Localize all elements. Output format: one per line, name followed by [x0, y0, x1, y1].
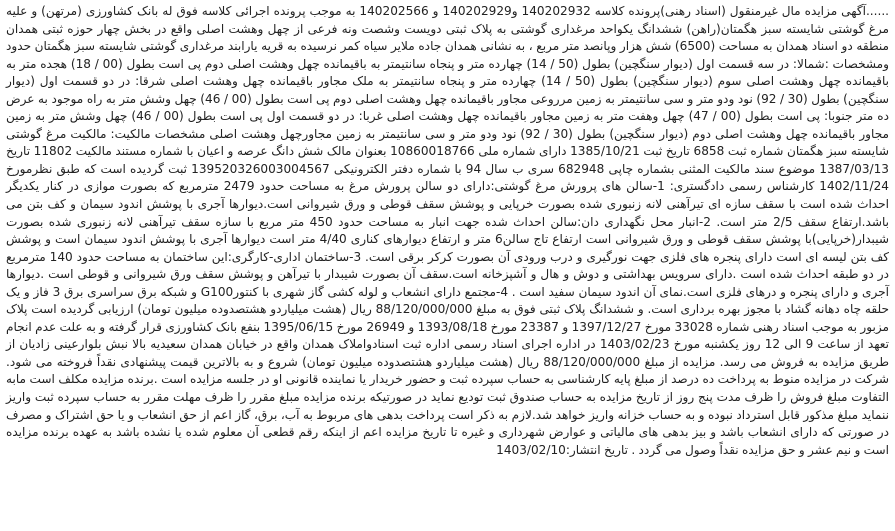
auction-notice — [6, 3, 889, 459]
notice-paragraph: ......آگهی مزایده مال غیرمنقول (اسناد رهنی)پرونده کلاسه 140202932 و140202929 و 140202566 به موجب پرونده اجرائی کلاسه فوق له بانک کشاورزی (مرتهن) و علیه مرغ گوشتی شایسته سبز هگمتان(راهن) ششدانگ یکواحد مرغداری گوشتی به پلاک ثبتی دویست وشصت ونه فرعی از چهل وهشت اصلی واقع در بخش چهار حوزه ثبتی همدان منطقه دو اسناد همدان به مساحت (6500) شش هزار وپانصد متر مربع ، به نشانی همدان جاده ملایر سیاه کمر نرسیده به قریه یارابند مرغداری گوشتی شایسته سبز هگمتان حدود ومشخصات :شمالا: در سه قسمت اول (دیوار سنگچین) بطول (50 / 14) چهارده متر و پنجاه سانتیمتر به باقیمانده چهل وهشت اصلی دوم پی است بطول (00 / 18) هجده متر به باقیمانده چهل وهشت اصلی سوم (دیوار سنگچین) بطول (50 / 14) چهارده متر و پنجاه سانتیمتر به ملک مجاور باقیمانده چهل وهشت اصلی شرقا: در دو قسمت اول (دیوار سنگچین) بطول (30 / 92) نود ودو متر و سی سانتیمتر به زمین مرروعی مجاور باقیمانده چهل وهشت اصلی دوم پی است بطول (00 / 46) چهل وشش متر به راه موجود به عرض ده متر جنوبا: پی است بطول (00 / 47) چهل وهفت متر به زمین مجاور باقیمانده چهل وهشت اصلی غربا: در دو قسمت اول پی است بطول (00 / 46) چهل وشش متر به زمین مجاور باقیمانده چهل وهشت اصلی دوم (دیوار سنگچین) بطول (30 / 92) نود ودو متر و سی سانتیمتر به زمین مجاورچهل وهشت اصلی مشخصات مالکیت: مالکیت مرغ گوشتی شایسته سبز هگمتان شماره ثبت 6858 تاریخ ثبت 1385/10/21 دارای شماره ملی 10860018766 بعنوان مالک شش دانگ عرصه و اعیان با شماره مستند مالکیت 11802 تاریخ 1387/03/13 موضوع سند مالکیت المثنی بشماره چاپی 682948 سری ب سال 94 با شماره دفتر الکترونیکی 139520326003004567 ثبت گردیده است که طبق نظرمورخ 1402/11/24 کارشناس رسمی دادگستری: 1-سالن های پرورش مرغ گوشتی:دارای دو سالن پرورش مرغ به مساحت حدود 2479 مترمربع که بصورت موازی در کنار یکدیگر احداث شده است با سقف سازه ای تیرآهنی لانه زنبوری شده بصورت خرپایی و پوشش سقف قوطی و ورق شیروانی است.دیوارها آجری با پوشش اندود سیمان و کف بتن می باشد.ارتفاع سقف 2/5 متر است. 2-انبار محل نگهداری دان:سالن احداث شده جهت انبار به مساحت حدود 450 متر مربع با سازه سقف تیرآهنی لانه زنبوری شده بصورت شیبدار(خرپایی)با پوشش سقف قوطی و ورق شیروانی است ارتفاع تاج سالن6 متر و ارتفاع دیوارهای کناری 4/40 متر است دیوارها آجری با پوشش اندود سیمان است و پوشش کف بتن لیسه ای است دارای پنجره های فلزی جهت نورگیری و درب ورودی آن بصورت کرکر برقی است. 3-ساختمان اداری-کارگری:این ساختمان به مساحت حدود 140 مترمربع در دو طبقه احداث شده است .دارای سرویس بهداشتی و دوش و هال و آشپزخانه است.سقف آن بصورت شیبدار با تیرآهن و پوشش سقف ورق شیروانی و قوطی است .دیوارها آجری و دارای پنجره و درهای فلزی است.نمای آن اندود سیمان سفید است . 4-مجتمع دارای انشعاب و لوله کشی گاز شهری با کنتورG100 و شبکه برق سراسری برق 3 فاز و یک حلقه چاه دهانه گشاد با مجوز بهره برداری است. و ششدانگ پلاک ثبتی فوق به مبلغ 88/120/000/000 ریال (هشت میلیاردو هشتصدوده میلیون تومان) ارزیابی گردیده است پلاک مزبور به موجب اسناد رهنی شماره 33028 مورخ 1397/12/27 و 23387 مورخ 1393/08/18 و 26949 مورخ 1395/06/15 بنفع بانک کشاورزی قرار گرفته و به علت عدم انجام تعهد از ساعت 9 الی 12 روز یکشنبه مورخ 1403/02/23 در اداره اجرای اسناد رسمی اداره ثبت اسنادواملاک همدان واقع در خیابان همدان سعیدیه بالا نبش بلوارعینی زادیان از طریق مزایده به فروش می رسد. مزایده از مبلغ 88/120/000/000 ریال (هشت میلیاردو هشتصدوده میلیون تومان) شروع و به بالاترین قیمت پیشنهادی نقداً فروخته می شود. شرکت در مزایده منوط به پرداخت ده درصد از مبلغ پایه کارشناسی به حساب سپرده ثبت و حضور خریدار یا نماینده قانونی او در جلسه مزایده است .برنده مزایده مکلف است مابه التفاوت مبلغ فروش را ظرف مدت پنج روز از تاریخ مزایده به حساب صندوق ثبت تودیع نماید در صورتیکه برنده مزایده مبلغ مقرر را ظرف مهلت مقرر به حساب سپرده ثبت واریز ننماید مبلغ مذکور قابل استرداد نبوده و به حساب خزانه واریز خواهد شد.لازم به ذکر است پرداخت بدهی های مربوط به آب، برق، گاز اعم از حق انشعاب و یا حق اشتراک و مصرف در صورتی که دارای انشعاب باشد و بیز بدهی های مالیاتی و عوارض شهرداری و غیره تا تاریخ مزایده اعم از اینکه رقم قطعی آن معلوم شده یا نشده باشد به عهده برنده مزایده است و نیم عشر و حق مزایده نقداً وصول می گردد . تاریخ انتشار:1403/02/10 — [6, 4, 890, 457]
